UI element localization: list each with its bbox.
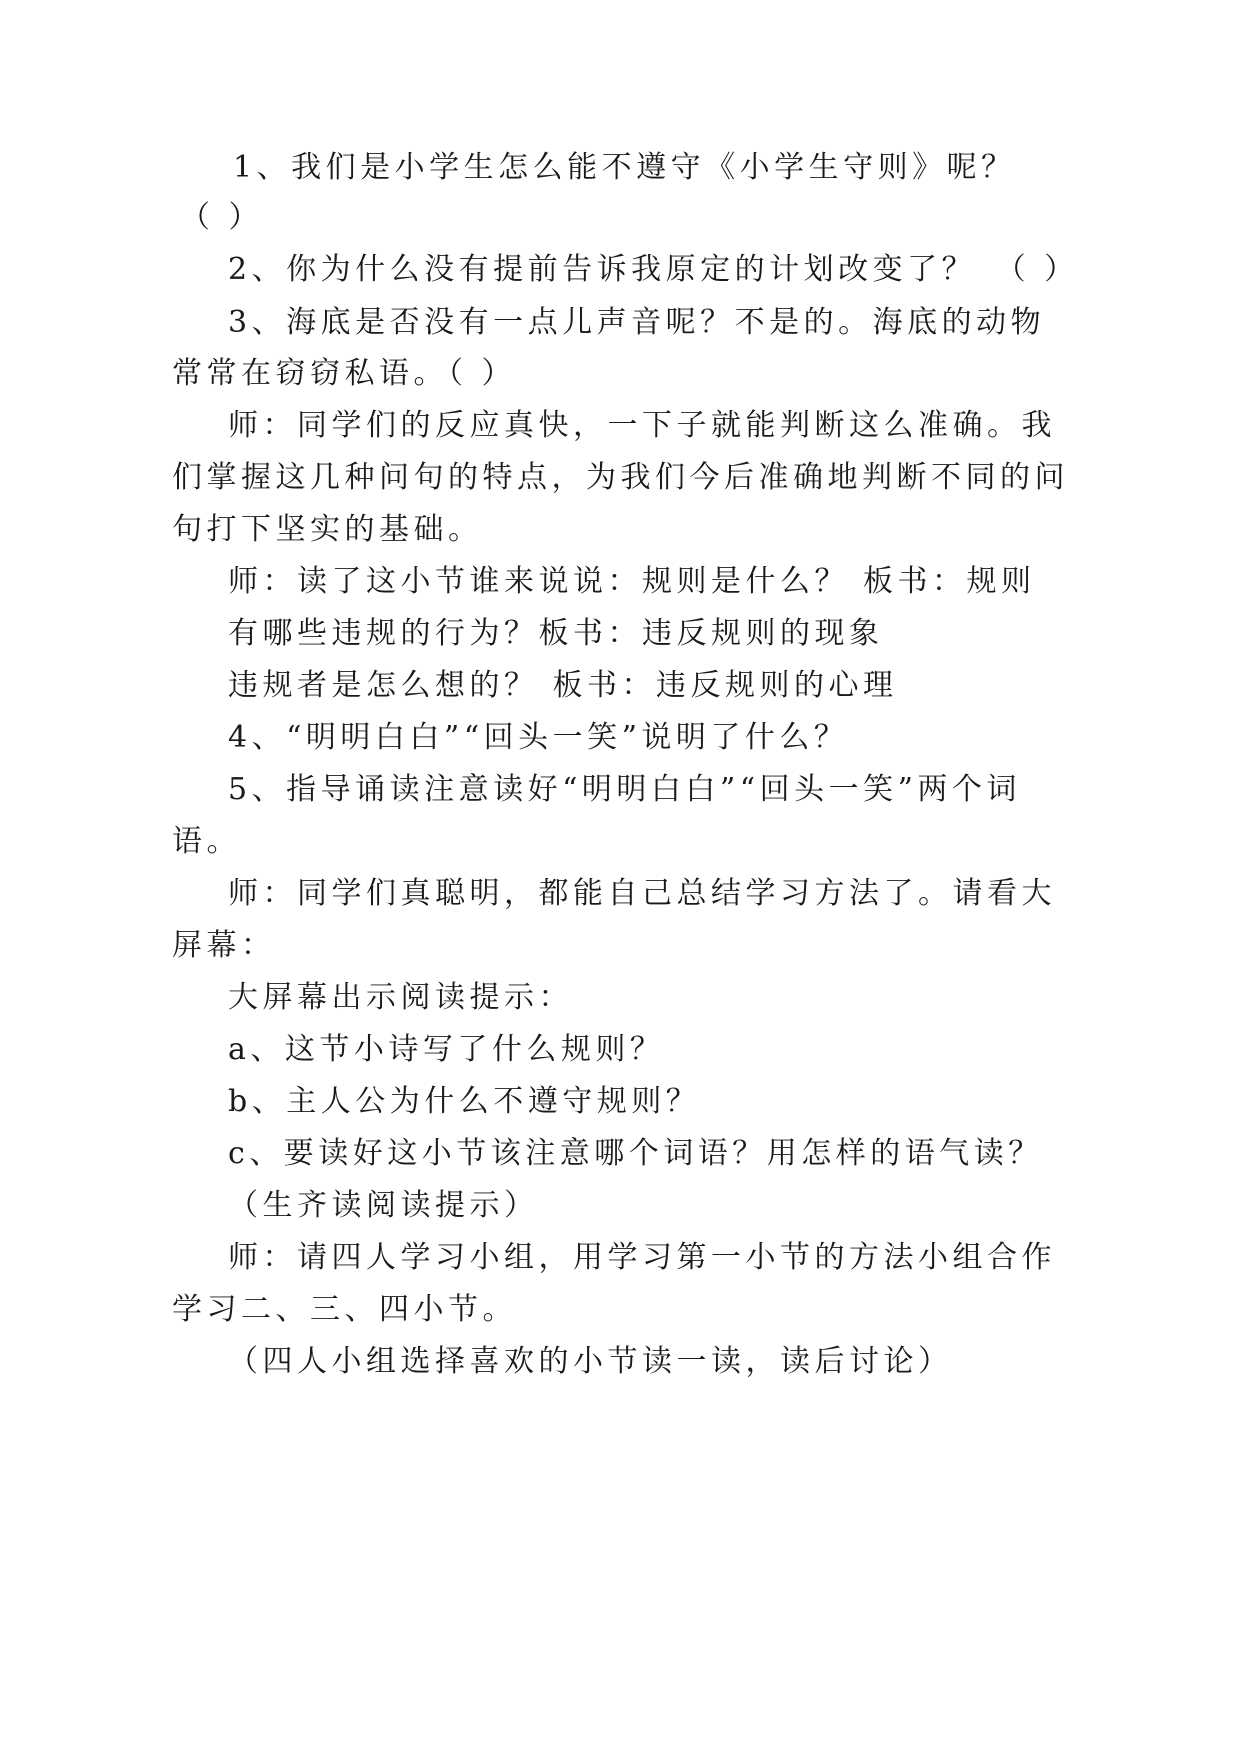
question-4: 4、“明明白白”“回头一笑”说明了什么？	[228, 720, 849, 755]
teacher-remark-1-line-3: 句打下坚实的基础。	[172, 512, 483, 547]
question-5: 5、指导诵读注意读好“明明白白”“回头一笑”两个词	[228, 772, 1021, 807]
group-discussion-note: （四人小组选择喜欢的小节读一读，读后讨论）	[228, 1344, 953, 1379]
reading-tip-c: c、要读好这小节该注意哪个词语？用怎样的语气读？	[228, 1136, 1043, 1171]
question-3: 3、海底是否没有一点儿声音呢？不是的。海底的动物	[228, 305, 1046, 340]
reading-tips-heading: 大屏幕出示阅读提示：	[228, 980, 573, 1015]
question-3-continued: 常常在窃窃私语。（ ）	[172, 356, 517, 391]
teacher-remark-4-continued: 学习二、三、四小节。	[172, 1292, 517, 1327]
teacher-remark-4: 师：请四人学习小组，用学习第一小节的方法小组合作	[228, 1240, 1056, 1275]
board-note-psychology: 违规者是怎么想的？ 板书：违反规则的心理	[228, 668, 898, 703]
reading-tip-b: b、主人公为什么不遵守规则？	[228, 1084, 701, 1119]
teacher-remark-3: 师：同学们真聪明，都能自己总结学习方法了。请看大	[228, 876, 1056, 911]
teacher-remark-1: 师：同学们的反应真快，一下子就能判断这么准确。我	[228, 408, 1056, 443]
board-note-violations: 有哪些违规的行为？板书：违反规则的现象	[228, 616, 884, 651]
teacher-remark-3-continued: 屏幕：	[172, 928, 276, 963]
question-5-continued: 语。	[172, 824, 241, 859]
question-1: 1、我们是小学生怎么能不遵守《小学生守则》呢？	[233, 150, 1016, 185]
question-1-blank: （ ）	[180, 200, 264, 235]
reading-tip-a: a、这节小诗写了什么规则？	[228, 1032, 665, 1067]
teacher-remark-2: 师：读了这小节谁来说说：规则是什么？ 板书：规则	[228, 564, 1036, 599]
question-2: 2、你为什么没有提前告诉我原定的计划改变了？ （ ）	[228, 252, 1079, 287]
teacher-remark-1-line-2: 们掌握这几种问句的特点，为我们今后准确地判断不同的问	[172, 460, 1069, 495]
students-read-note: （生齐读阅读提示）	[228, 1188, 539, 1223]
